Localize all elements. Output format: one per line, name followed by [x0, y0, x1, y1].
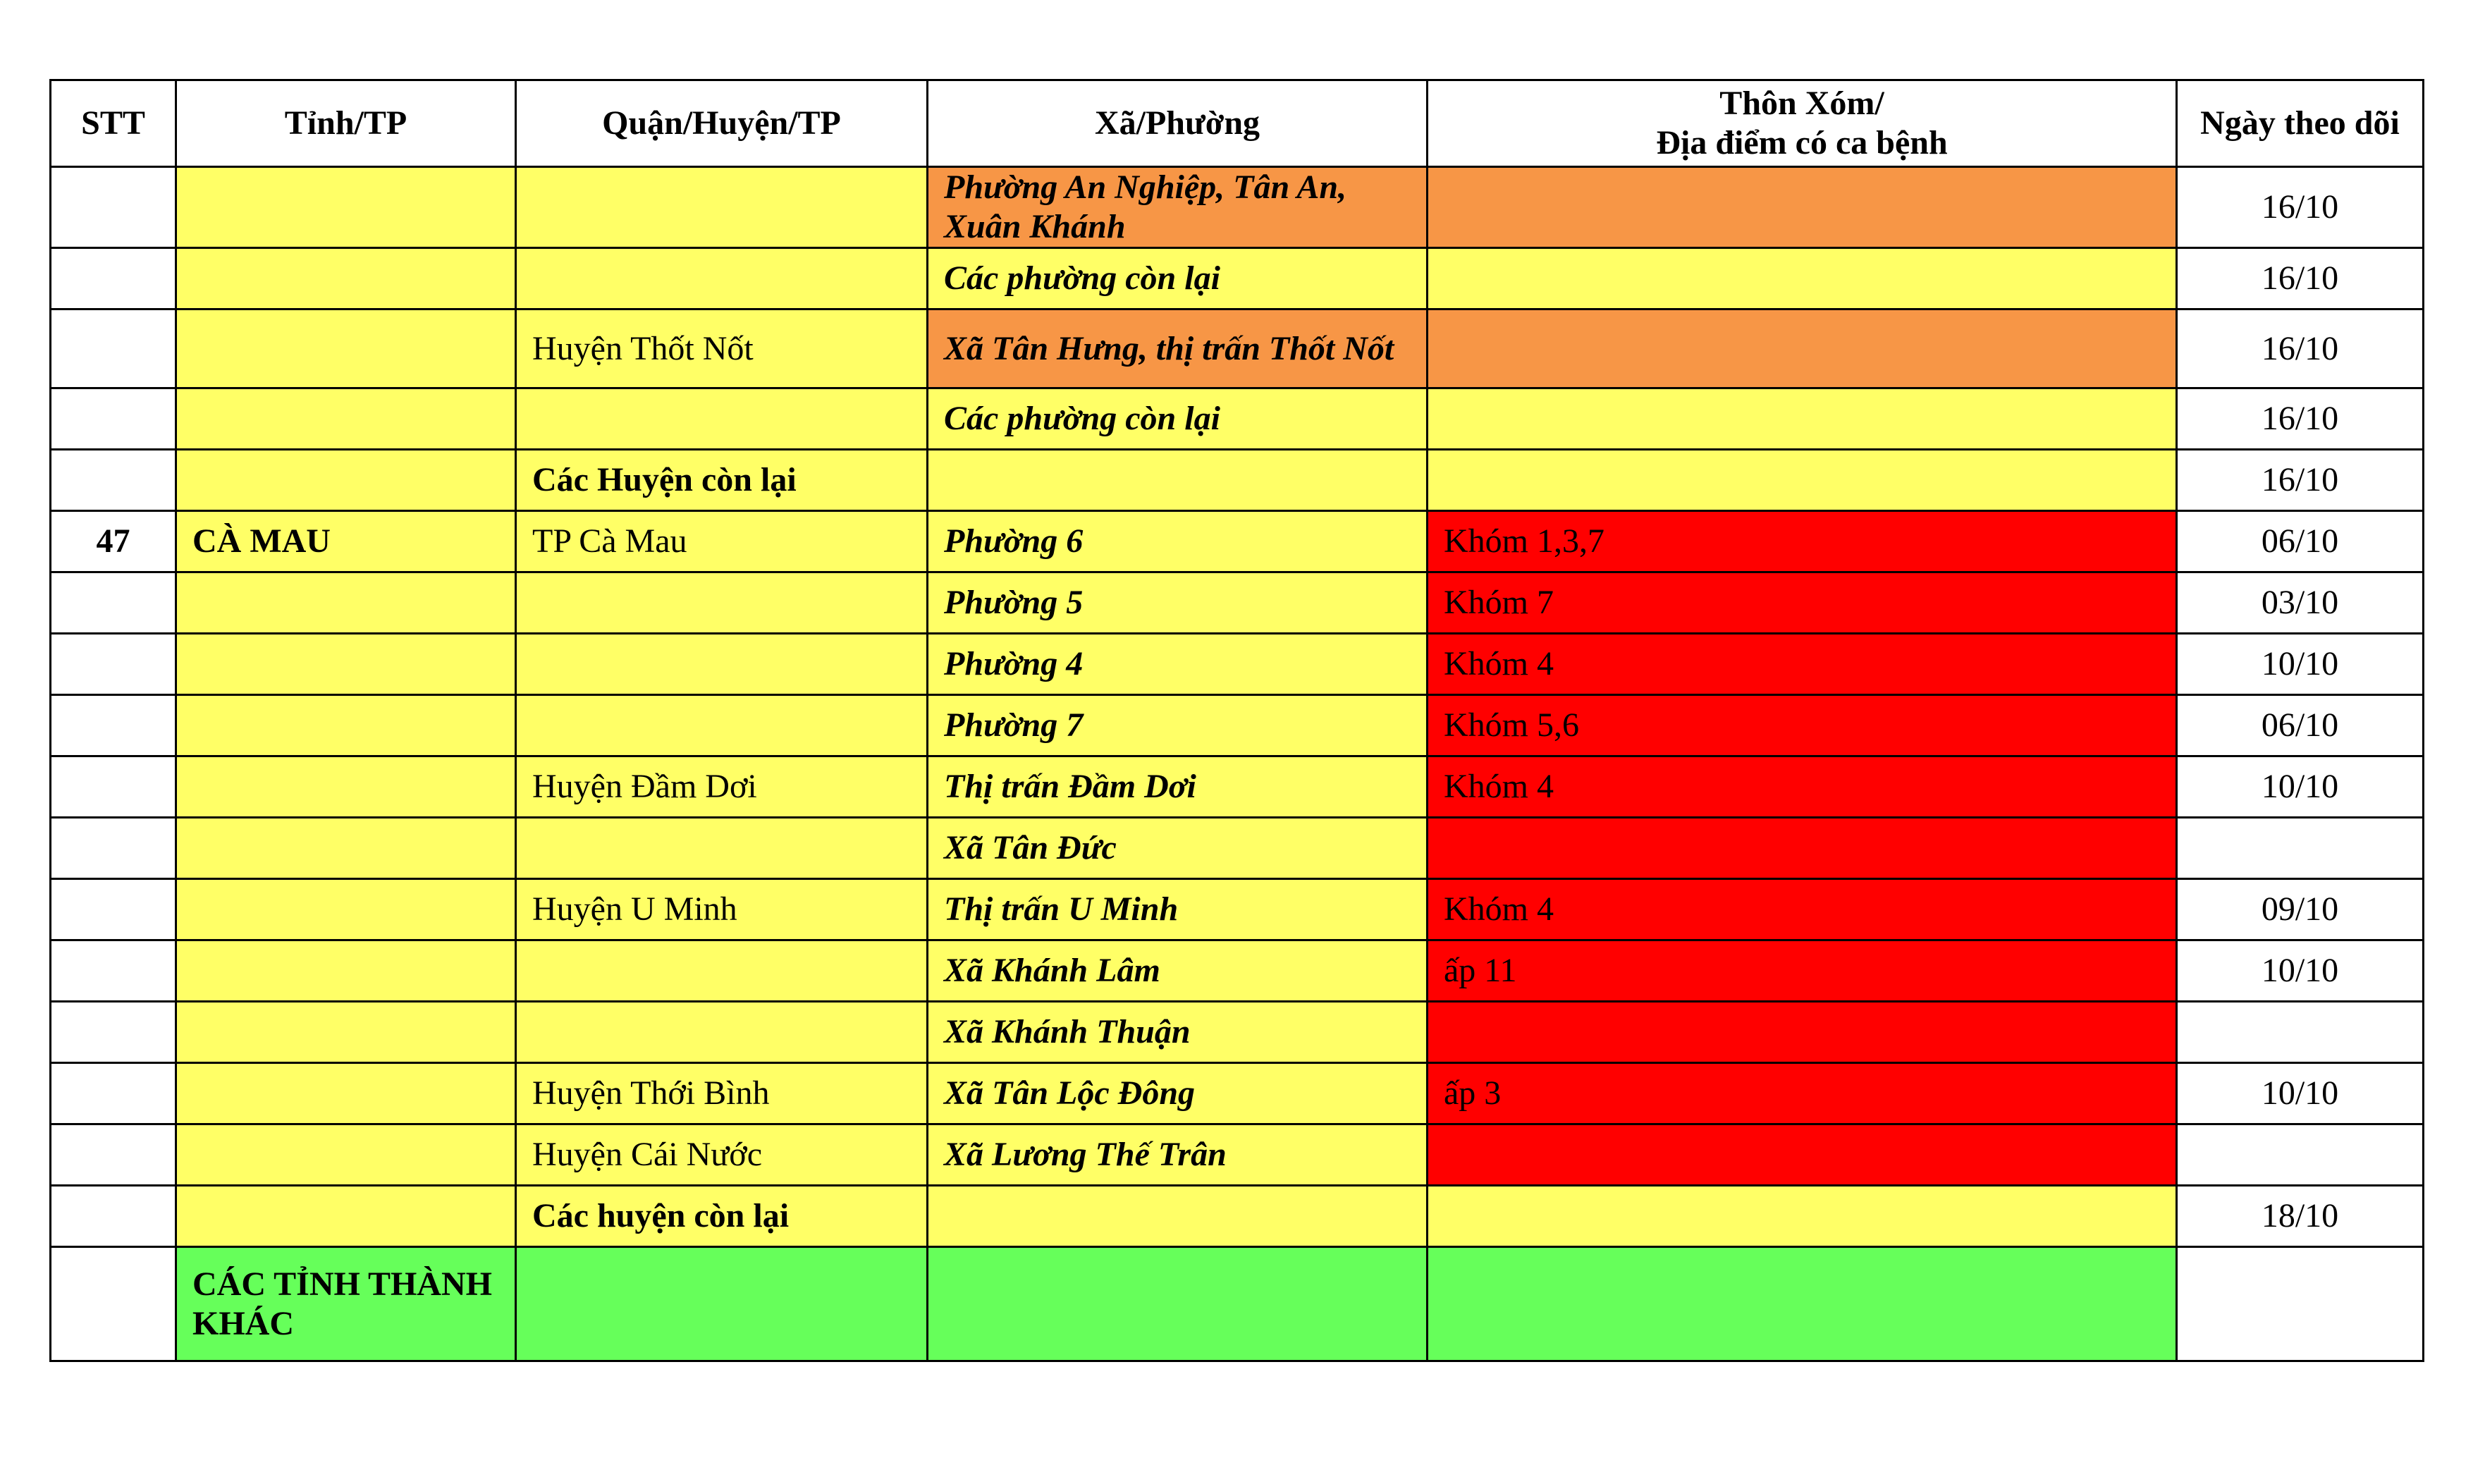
cell-province — [176, 940, 516, 1002]
table-row — [51, 511, 2424, 572]
cell-commune: Xã Tân Đức — [928, 818, 1428, 879]
cell-date: 16/10 — [2177, 248, 2424, 309]
cell-date: 03/10 — [2177, 572, 2424, 634]
cell-district: Huyện U Minh — [516, 879, 928, 940]
table-row — [51, 1063, 2424, 1124]
cell-district: Huyện Thốt Nốt — [516, 309, 928, 388]
cell-hamlet — [1428, 388, 2177, 450]
header-row — [51, 80, 2424, 167]
table-row — [51, 572, 2424, 634]
cell-commune: Xã Khánh Lâm — [928, 940, 1428, 1002]
cell-district — [516, 940, 928, 1002]
cell-date: 06/10 — [2177, 695, 2424, 756]
cell-district: Huyện Cái Nước — [516, 1124, 928, 1186]
table-row — [51, 450, 2424, 511]
cell-commune: Xã Tân Lộc Đông — [928, 1063, 1428, 1124]
cell-commune: Các phường còn lại — [928, 388, 1428, 450]
table-header — [51, 80, 2424, 167]
cell-stt — [51, 1247, 176, 1361]
cell-stt: 47 — [51, 511, 176, 572]
cell-hamlet — [1428, 248, 2177, 309]
cell-date — [2177, 1002, 2424, 1063]
cell-province — [176, 1002, 516, 1063]
cell-district — [516, 695, 928, 756]
cell-stt — [51, 634, 176, 695]
cell-district — [516, 818, 928, 879]
cell-commune: Các phường còn lại — [928, 248, 1428, 309]
cell-province: CÀ MAU — [176, 511, 516, 572]
table-row — [51, 1002, 2424, 1063]
cell-commune: Xã Khánh Thuận — [928, 1002, 1428, 1063]
cell-stt — [51, 450, 176, 511]
cell-district — [516, 634, 928, 695]
cell-stt — [51, 167, 176, 248]
table-row — [51, 388, 2424, 450]
cell-district — [516, 1247, 928, 1361]
cell-province — [176, 1124, 516, 1186]
cell-date — [2177, 818, 2424, 879]
cell-commune: Phường An Nghiệp, Tân An, Xuân Khánh — [928, 167, 1428, 248]
cell-hamlet — [1428, 1124, 2177, 1186]
table-row — [51, 1186, 2424, 1247]
table-row — [51, 940, 2424, 1002]
header-stt: STT — [51, 80, 176, 167]
cell-stt — [51, 248, 176, 309]
cell-hamlet: Khóm 7 — [1428, 572, 2177, 634]
cell-date: 18/10 — [2177, 1186, 2424, 1247]
cell-hamlet — [1428, 309, 2177, 388]
cell-province — [176, 818, 516, 879]
cell-date: 10/10 — [2177, 756, 2424, 818]
epidemic-risk-table — [49, 79, 2424, 1362]
header-commune: Xã/Phường — [928, 80, 1428, 167]
cell-date: 10/10 — [2177, 1063, 2424, 1124]
cell-stt — [51, 1186, 176, 1247]
cell-date: 16/10 — [2177, 388, 2424, 450]
cell-commune: Xã Lương Thế Trân — [928, 1124, 1428, 1186]
header-hamlet — [1428, 80, 2177, 167]
cell-district — [516, 572, 928, 634]
table-row — [51, 248, 2424, 309]
cell-stt — [51, 572, 176, 634]
table-row — [51, 634, 2424, 695]
cell-commune: Phường 4 — [928, 634, 1428, 695]
table-row — [51, 756, 2424, 818]
header-hamlet-line1: Thôn Xóm/ — [1719, 85, 1884, 122]
cell-stt — [51, 695, 176, 756]
cell-province — [176, 695, 516, 756]
cell-hamlet — [1428, 167, 2177, 248]
cell-province — [176, 756, 516, 818]
cell-province — [176, 634, 516, 695]
table-row — [51, 167, 2424, 248]
cell-district: Huyện Đầm Dơi — [516, 756, 928, 818]
cell-province: CÁC TỈNH THÀNH KHÁC — [176, 1247, 516, 1361]
cell-commune: Phường 5 — [928, 572, 1428, 634]
cell-province — [176, 1186, 516, 1247]
header-hamlet-line2: Địa điểm có ca bệnh — [1656, 124, 1948, 161]
cell-commune — [928, 450, 1428, 511]
cell-commune: Phường 6 — [928, 511, 1428, 572]
cell-stt — [51, 818, 176, 879]
cell-province — [176, 167, 516, 248]
cell-province — [176, 248, 516, 309]
cell-hamlet: Khóm 4 — [1428, 756, 2177, 818]
cell-commune: Xã Tân Hưng, thị trấn Thốt Nốt — [928, 309, 1428, 388]
table-row — [51, 309, 2424, 388]
cell-commune: Thị trấn Đầm Dơi — [928, 756, 1428, 818]
cell-hamlet — [1428, 818, 2177, 879]
cell-hamlet — [1428, 1002, 2177, 1063]
cell-hamlet: Khóm 1,3,7 — [1428, 511, 2177, 572]
cell-province — [176, 879, 516, 940]
cell-hamlet — [1428, 1186, 2177, 1247]
cell-province — [176, 309, 516, 388]
header-date: Ngày theo dõi — [2177, 80, 2424, 167]
cell-district: Các Huyện còn lại — [516, 450, 928, 511]
cell-date: 10/10 — [2177, 940, 2424, 1002]
cell-stt — [51, 940, 176, 1002]
cell-commune — [928, 1186, 1428, 1247]
cell-district: Các huyện còn lại — [516, 1186, 928, 1247]
cell-stt — [51, 388, 176, 450]
cell-date — [2177, 1124, 2424, 1186]
cell-date: 09/10 — [2177, 879, 2424, 940]
cell-date: 06/10 — [2177, 511, 2424, 572]
table-row — [51, 879, 2424, 940]
cell-province — [176, 450, 516, 511]
cell-district — [516, 167, 928, 248]
cell-hamlet: ấp 3 — [1428, 1063, 2177, 1124]
cell-date: 16/10 — [2177, 167, 2424, 248]
cell-province — [176, 572, 516, 634]
cell-district — [516, 388, 928, 450]
cell-district: TP Cà Mau — [516, 511, 928, 572]
cell-province — [176, 388, 516, 450]
cell-commune: Phường 7 — [928, 695, 1428, 756]
cell-stt — [51, 309, 176, 388]
cell-stt — [51, 1063, 176, 1124]
header-district: Quận/Huyện/TP — [516, 80, 928, 167]
cell-district — [516, 248, 928, 309]
cell-hamlet — [1428, 1247, 2177, 1361]
cell-hamlet — [1428, 450, 2177, 511]
cell-stt — [51, 1002, 176, 1063]
table-row — [51, 818, 2424, 879]
cell-commune: Thị trấn U Minh — [928, 879, 1428, 940]
cell-stt — [51, 756, 176, 818]
cell-stt — [51, 879, 176, 940]
cell-hamlet: Khóm 4 — [1428, 634, 2177, 695]
table-row — [51, 695, 2424, 756]
cell-hamlet: ấp 11 — [1428, 940, 2177, 1002]
header-province: Tỉnh/TP — [176, 80, 516, 167]
cell-date: 16/10 — [2177, 309, 2424, 388]
cell-hamlet: Khóm 4 — [1428, 879, 2177, 940]
table-row — [51, 1247, 2424, 1361]
cell-commune — [928, 1247, 1428, 1361]
cell-district — [516, 1002, 928, 1063]
cell-stt — [51, 1124, 176, 1186]
cell-hamlet: Khóm 5,6 — [1428, 695, 2177, 756]
cell-date: 16/10 — [2177, 450, 2424, 511]
cell-date: 10/10 — [2177, 634, 2424, 695]
cell-district: Huyện Thới Bình — [516, 1063, 928, 1124]
cell-province — [176, 1063, 516, 1124]
cell-date — [2177, 1247, 2424, 1361]
table-row — [51, 1124, 2424, 1186]
